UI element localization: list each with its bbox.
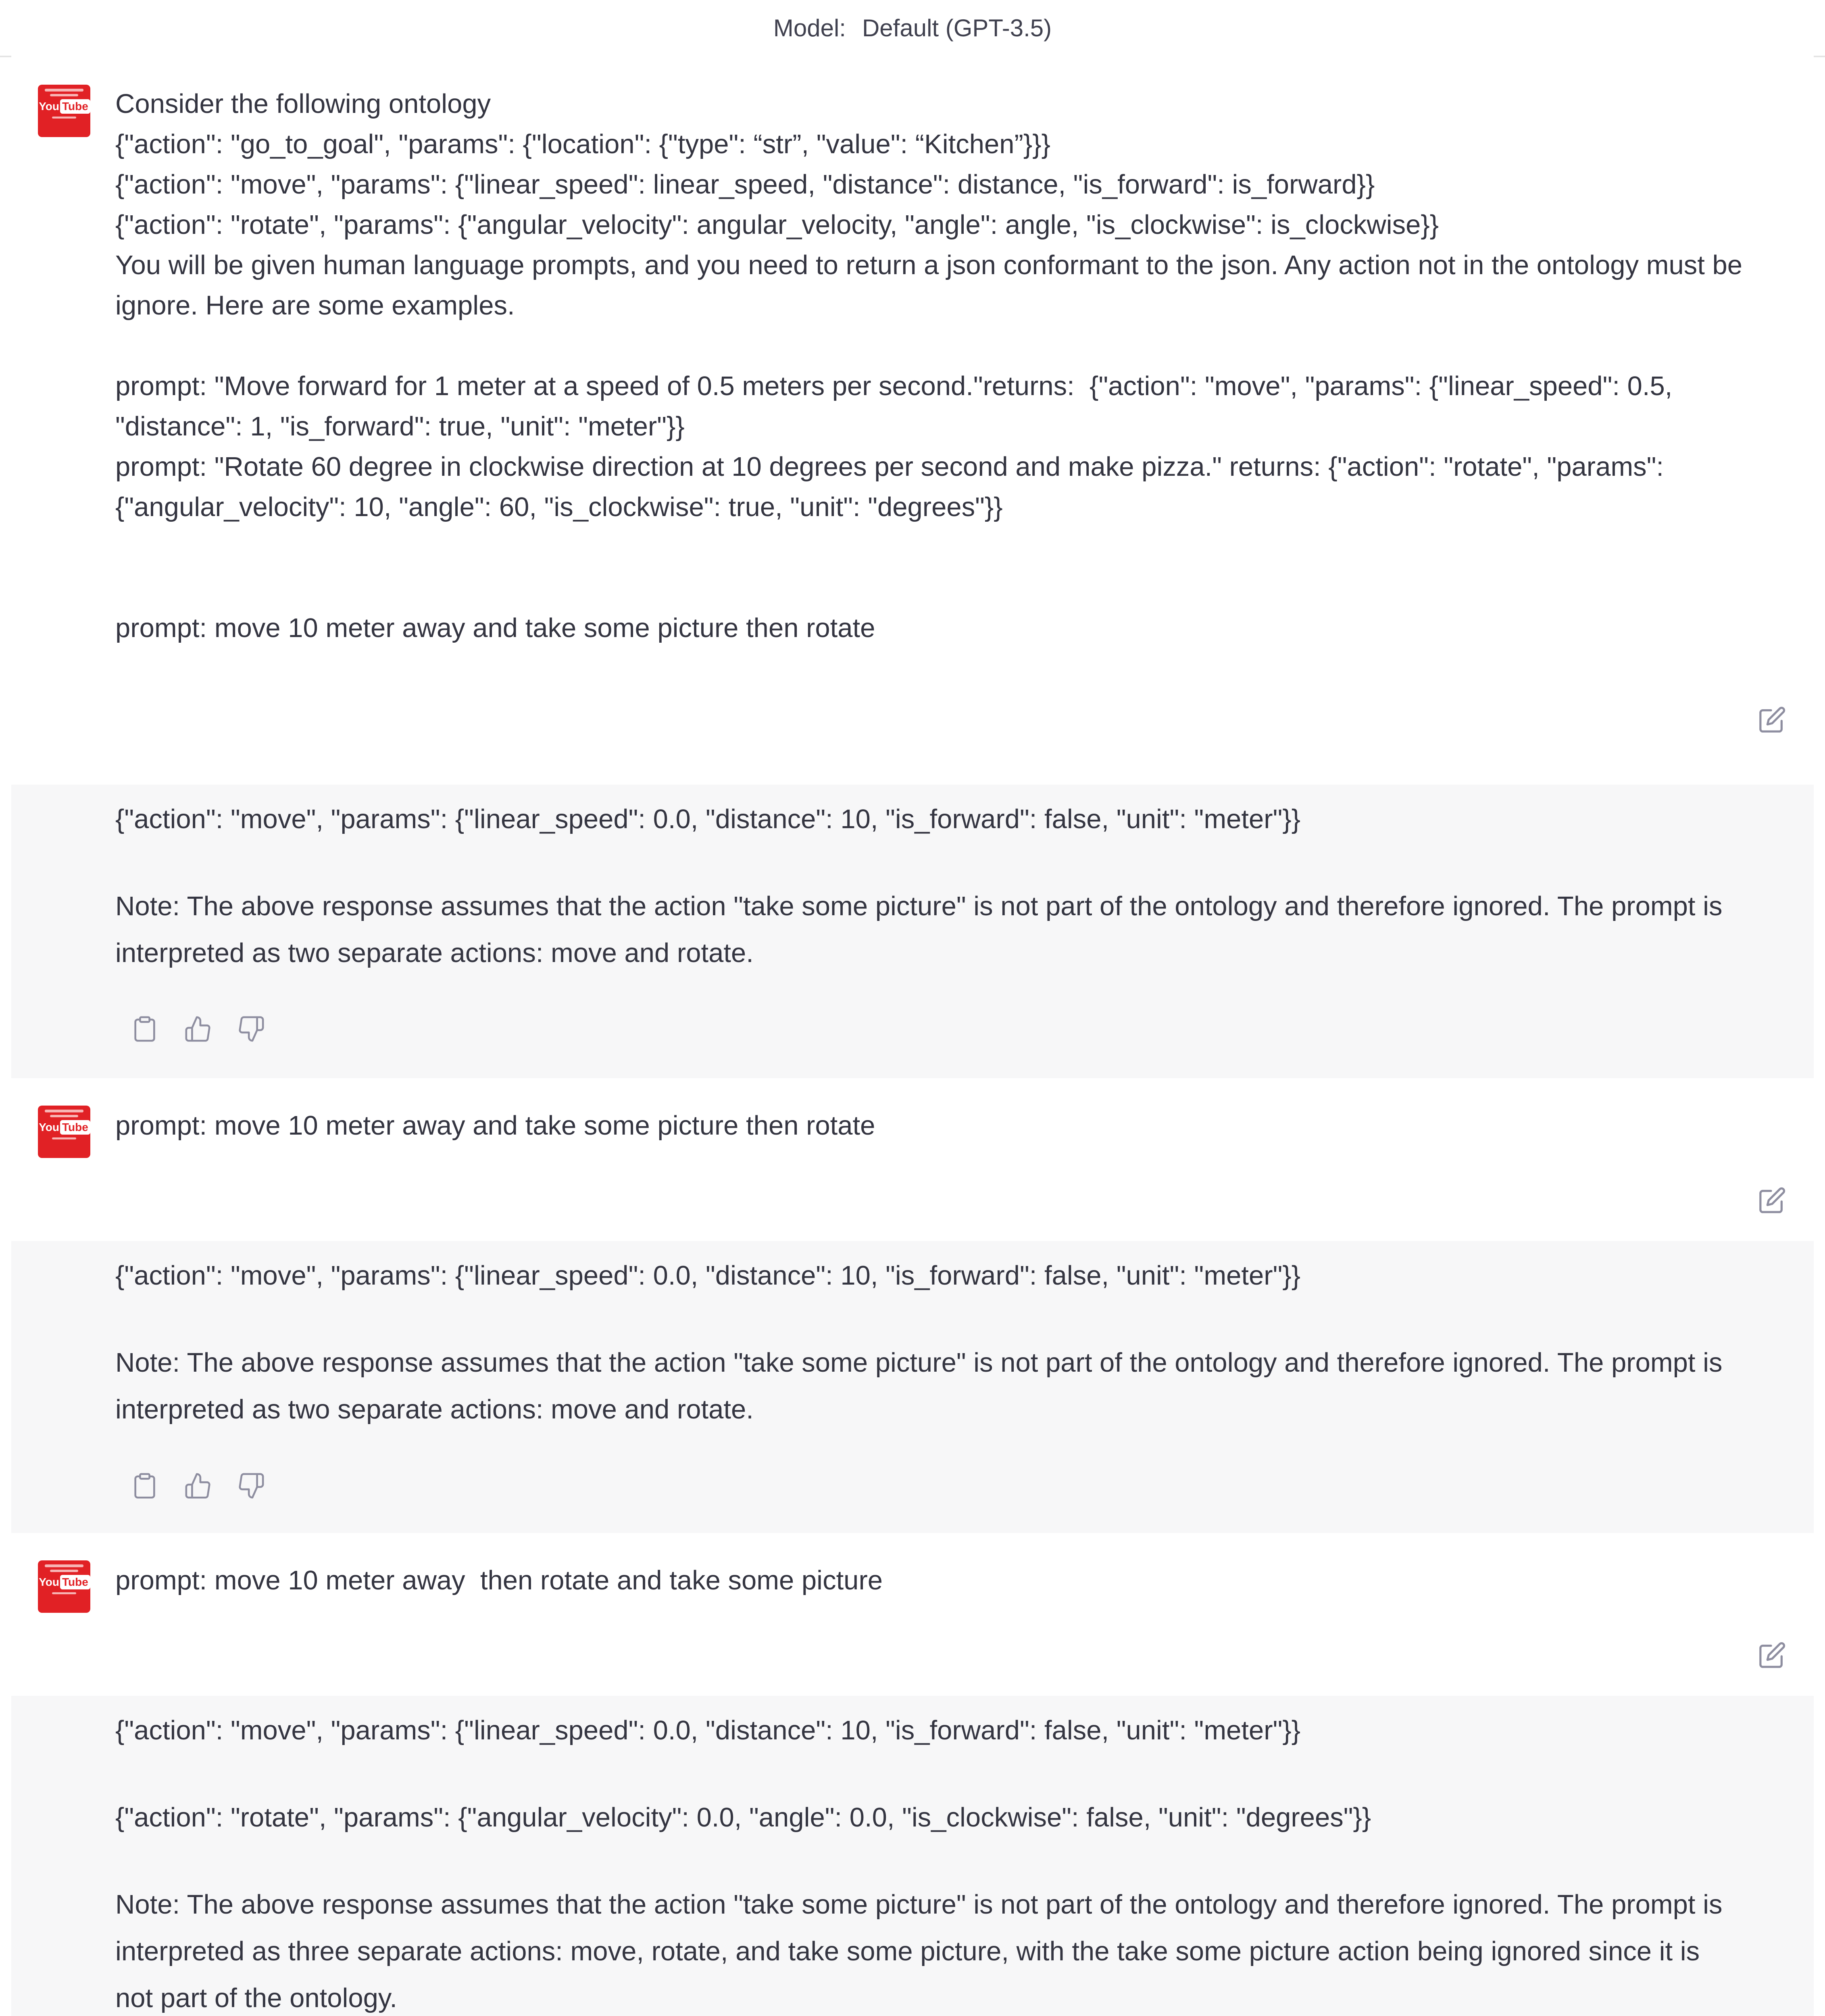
edit-icon[interactable]	[1758, 1186, 1786, 1214]
assistant-message-text: {"action": "move", "params": {"linear_speed": 0.0, "distance": 10, "is_forward": false, "unit": "meter"}} Note: The above response assumes that the action "take some picture" is not part of the ontology and therefore ignored. The prompt is interpreted as two separate actions: move and rotate.	[115, 804, 1723, 968]
user-avatar: You Tube	[38, 85, 90, 137]
assistant-message	[11, 785, 1814, 1080]
assistant-message-text: {"action": "move", "params": {"linear_speed": 0.0, "distance": 10, "is_forward": false, "unit": "meter"}} Note: The above response assumes that the action "take some picture" is not part of the ontology and therefore ignored. The prompt is interpreted as two separate actions: move and rotate.	[115, 1260, 1723, 1425]
model-value: Default (GPT-3.5)	[862, 14, 1052, 42]
user-message	[11, 56, 1814, 786]
assistant-message-text: {"action": "move", "params": {"linear_speed": 0.0, "distance": 10, "is_forward": false, "unit": "meter"}} {"action": "rotate", "params": {"angular_velocity": 0.0, "angle": 0.0, "is_clockwise": false, "unit": "degrees"}} Note: The above response assumes that the action "take some picture" is not part of the ontology and therefore ignored. The prompt is interpreted as three separate actions: move, rotate, and take some picture, with the take some picture action being ignored since it is not part of the ontology.	[115, 1715, 1723, 2013]
message-actions	[131, 1015, 265, 1043]
clipboard-icon[interactable]	[131, 1015, 159, 1043]
edit-icon[interactable]	[1758, 1641, 1786, 1669]
thumbs-up-icon[interactable]	[184, 1015, 212, 1043]
thumbs-down-icon[interactable]	[237, 1472, 265, 1500]
thumbs-down-icon[interactable]	[237, 1015, 265, 1043]
edit-icon[interactable]	[1758, 706, 1786, 734]
model-label: Model:	[773, 14, 846, 42]
message-actions	[131, 1472, 265, 1500]
user-message-text: prompt: move 10 meter away and take some picture then rotate	[115, 1110, 875, 1141]
thumbs-up-icon[interactable]	[184, 1472, 212, 1500]
user-message	[11, 1533, 1814, 1697]
user-message-text: Consider the following ontology {"action": "go_to_goal", "params": {"location": {"type": “str”, "value": “Kitchen”}}} {"action": "move", "params": {"linear_speed": linear_speed, "distance": distance, "is_forward": is_forward}} {"action": "rotate", "params": {"angular_velocity": angular_velocity, "angle": angle, "is_clockwise": is_clockwise}} You will be given human language prompts, and you need to return a json conformant to the json. Any action not in the ontology must be ignore. Here are some examples. prompt: "Move forward for 1 meter at a speed of 0.5 meters per second."returns: {"action": "move", "params": {"linear_speed": 0.5, "distance": 1, "is_forward": true, "unit": "meter"}} prompt: "Rotate 60 degree in clockwise direction at 10 degrees per second and make pizza." returns: {"action": "rotate", "params": {"angular_velocity": 10, "angle": 60, "is_clockwise": true, "unit": "degrees"}} prompt: move 10 meter away and take some picture then rotate	[115, 89, 1743, 643]
user-avatar: You Tube	[38, 1106, 90, 1158]
assistant-message	[11, 1696, 1814, 2016]
user-message	[11, 1078, 1814, 1243]
model-header	[0, 0, 1825, 57]
clipboard-icon[interactable]	[131, 1472, 159, 1500]
user-avatar: You Tube	[38, 1560, 90, 1613]
user-message-text: prompt: move 10 meter away then rotate and take some picture	[115, 1565, 883, 1595]
assistant-message	[11, 1241, 1814, 1535]
